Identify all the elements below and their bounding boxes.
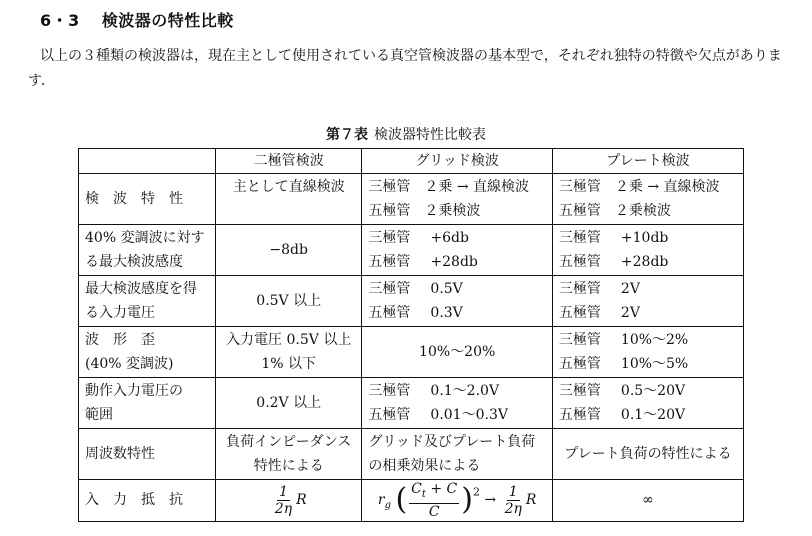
row-label: 動作入力電圧の 範囲 (79, 378, 216, 429)
cell-diode: 負荷インピーダンス 特性による (216, 429, 362, 480)
header-diode: 二極管検波 (216, 149, 362, 174)
cell-plate: 三極管 0.5〜20V 五極管 0.1〜20V (552, 378, 743, 429)
header-plate: プレート検波 (552, 149, 743, 174)
table-row (79, 225, 744, 276)
cell-plate: 三極管 +10db 五極管 +28db (552, 225, 743, 276)
row-label: 検波特性 (79, 174, 216, 225)
cell-grid: 三極管 0.1〜2.0V 五極管 0.01〜0.3V (362, 378, 552, 429)
cell-diode: −8db (216, 225, 362, 276)
cell-diode: 主として直線検波 (216, 174, 362, 225)
header-row (79, 149, 744, 174)
section-heading (40, 8, 234, 31)
cell-grid (362, 480, 552, 522)
cell-grid: 三極管 ２乗 → 直線検波 五極管 ２乗検波 (362, 174, 552, 225)
cell-diode: 入力電圧 0.5V 以上 1% 以下 (216, 327, 362, 378)
cell-grid: 10%〜20% (362, 327, 552, 378)
table-row (79, 429, 744, 480)
section-title: 検波器の特性比較 (101, 11, 234, 30)
cell-grid: グリッド及びプレート負荷 の相乗効果による (362, 429, 552, 480)
cell-grid: 三極管 +6db 五極管 +28db (362, 225, 552, 276)
cell-plate: ∞ (552, 480, 743, 522)
row-label: 最大検波感度を得 る入力電圧 (79, 276, 216, 327)
row-label: 入力抵抗 (79, 480, 216, 522)
cell-grid: 三極管 0.5V 五極管 0.3V (362, 276, 552, 327)
table-caption-label: 第７表 (326, 127, 368, 143)
row-label: 周波数特性 (79, 429, 216, 480)
header-grid: グリッド検波 (362, 149, 552, 174)
table-caption (0, 124, 812, 144)
row-label: 波形歪 (40% 変調波) (79, 327, 216, 378)
table-row (79, 480, 744, 522)
table-row (79, 378, 744, 429)
cell-plate: 三極管 10%〜2% 五極管 10%〜5% (552, 327, 743, 378)
cell-diode: 0.5V 以上 (216, 276, 362, 327)
table-row (79, 327, 744, 378)
cell-diode: 0.2V 以上 (216, 378, 362, 429)
table-row (79, 276, 744, 327)
formula-diode: $\frac{1}{2\eta}$ R (274, 483, 307, 517)
section-number: 6・3 (40, 11, 80, 30)
intro-paragraph: 以上の３種類の検波器は，現在主として使用されている真空管検波器の基本型で，それぞれ独特の特徴や欠点があります． (28, 48, 782, 89)
cell-plate: 三極管 2V 五極管 2V (552, 276, 743, 327)
table-row (79, 174, 744, 225)
cell-plate: プレート負荷の特性による (552, 429, 743, 480)
formula-grid: $r_g$ ( $\frac{C_t + C}{C}$ )$^2$ → $\frac{1}{2\eta}$ R (377, 481, 537, 520)
cell-diode (216, 480, 362, 522)
table-caption-title: 検波器特性比較表 (374, 127, 486, 143)
header-corner (79, 149, 216, 174)
row-label: 40% 変調波に対す る最大検波感度 (79, 225, 216, 276)
cell-plate: 三極管 ２乗 → 直線検波 五極管 ２乗検波 (552, 174, 743, 225)
comparison-table (78, 148, 744, 522)
